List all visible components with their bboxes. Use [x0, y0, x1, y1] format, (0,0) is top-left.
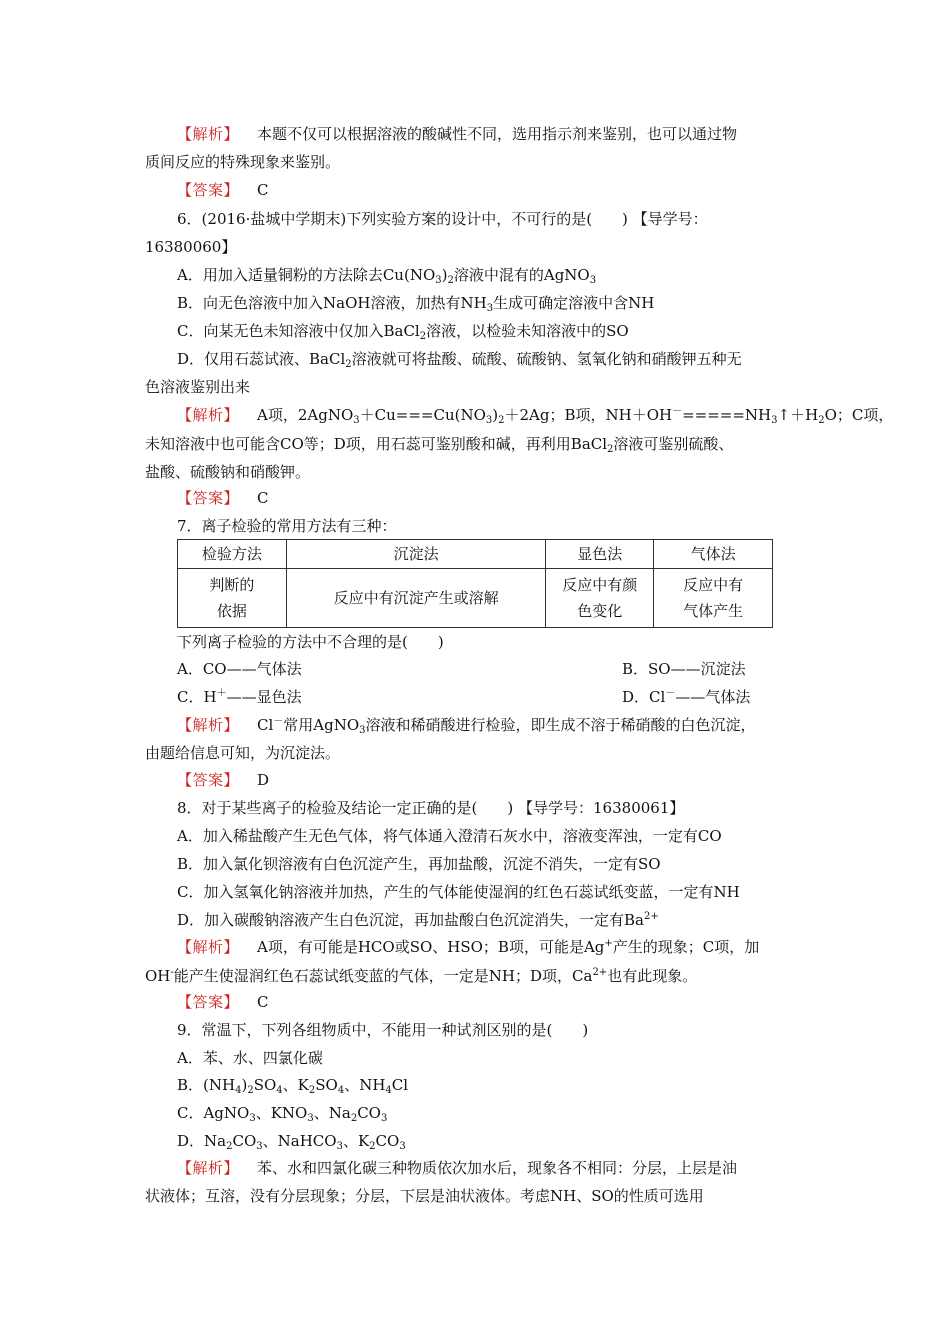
q8-stem: 8．对于某些离子的检验及结论一定正确的是( ) 【导学号：16380061】 [177, 799, 685, 817]
analysis-tag: 【解析】 [177, 406, 240, 424]
table-header-cell: 显色法 [546, 540, 654, 569]
analysis-tag: 【解析】 [177, 1159, 240, 1177]
table-header-cell: 沉淀法 [286, 540, 546, 569]
q9-option-a: A．苯、水、四氯化碳 [177, 1049, 323, 1067]
analysis-tag: 【解析】 [177, 938, 240, 956]
q9-option-b: B．$(NH_4)_2SO_4$、$K_2SO_4$、$NH_4Cl$ [177, 1076, 409, 1096]
answer-value: C [257, 181, 269, 199]
q9-stem: 9．常温下，下列各组物质中，不能用一种试剂区别的是( ) [177, 1021, 589, 1039]
q8-option-a: A．加入稀盐酸产生无色气体，将气体通入澄清石灰水中，溶液变浑浊，一定有CO [177, 827, 722, 845]
analysis-tag: 【解析】 [177, 716, 240, 734]
q7-stem: 7．离子检验的常用方法有三种： [177, 517, 397, 535]
table-cell: 反应中有沉淀产生或溶解 [286, 569, 546, 628]
table-cell: 判断的 依据 [178, 569, 287, 628]
q7-question: 下列离子检验的方法中不合理的是( ) [177, 633, 444, 651]
q7-analysis-line-2: 由题给信息可知，为沉淀法。 [145, 744, 341, 762]
q6-analysis-line: 【解析】 A项，$2AgNO_3+Cu===Cu(NO_3)_2+2Ag$；B项，$NH+OH^-=====NH_3↑+H_2O$；C项， [177, 406, 894, 426]
q9-option-c: C．AgNO$_3$、$KNO_3$、$Na_2CO_3$ [177, 1104, 388, 1124]
q7-answer-line [177, 770, 837, 790]
q6-option-d-2: 色溶液鉴别出来 [145, 378, 251, 396]
q7-analysis-line: 【解析】 Cl－常用AgNO$_3$溶液和稀硝酸进行检验，即生成不溶于稀硝酸的白色沉淀， [177, 716, 756, 736]
q8-analysis-line-2: OH-能产生使湿润红色石蕊试纸变蓝的气体，一定是NH；D项，$Ca^{2+}$也有此现象。 [145, 967, 698, 985]
q6-option-a: A．用加入适量铜粉的方法除去$Cu(NO_3)_2$溶液中混有的AgNO$_3$ [177, 266, 597, 286]
q6-analysis-line-2: 未知溶液中也可能含CO等；D项，用石蕊可鉴别酸和碱，再利用BaCl$_2$溶液可鉴别硫酸、 [145, 435, 734, 455]
q6-analysis-line-3: 盐酸、硫酸钠和硝酸钾。 [145, 463, 311, 481]
q8-option-c: C．加入氢氧化钠溶液并加热，产生的气体能使湿润的红色石蕊试纸变蓝，一定有NH [177, 883, 740, 901]
q9-analysis-line-2: 状液体；互溶，没有分层现象；分层，下层是油状液体。考虑NH、SO的性质可选用 [145, 1187, 704, 1205]
q7-option-b: B．SO——沉淀法 [622, 660, 746, 678]
q5-analysis-line-2: 质间反应的特殊现象来鉴别。 [145, 153, 341, 171]
answer-value: D [257, 771, 270, 789]
q8-answer-line [177, 992, 837, 1012]
q7-option-c: C．H＋——显色法 [177, 688, 302, 706]
analysis-text: 本题不仅可以根据溶液的酸碱性不同，选用指示剂来鉴别，也可以通过物 [257, 125, 738, 143]
answer-value: C [257, 993, 269, 1011]
answer-tag: 【答案】 [177, 489, 240, 507]
q5-analysis-line [177, 124, 837, 144]
q7-options-row-1 [177, 659, 837, 679]
table-header-cell: 气体法 [654, 540, 773, 569]
q6-stem: 6．(2016·盐城中学期末)下列实验方案的设计中，不可行的是( ) 【导学号： [177, 210, 708, 228]
q8-option-d: D．加入碳酸钠溶液产生白色沉淀，再加盐酸白色沉淀消失，一定有$Ba^{2+}$ [177, 911, 659, 929]
answer-tag: 【答案】 [177, 993, 240, 1011]
q6-answer-line [177, 488, 837, 508]
q7-option-a: A．CO——气体法 [177, 660, 302, 678]
q6-option-b: B．向无色溶液中加入NaOH溶液，加热有$NH_3$生成可确定溶液中含NH [177, 294, 655, 314]
table-row [178, 569, 773, 628]
q9-option-d: D．$Na_2CO_3$、NaHCO$_3$、$K_2CO_3$ [177, 1132, 406, 1152]
table-cell: 反应中有 气体产生 [654, 569, 773, 628]
answer-tag: 【答案】 [177, 181, 240, 199]
answer-value: C [257, 489, 269, 507]
q5-answer-line [177, 180, 837, 200]
q6-option-c: C．向某无色未知溶液中仅加入BaCl$_2$溶液，以检验未知溶液中的SO [177, 322, 629, 342]
q8-option-b: B．加入氯化钡溶液有白色沉淀产生，再加盐酸，沉淀不消失，一定有SO [177, 855, 661, 873]
analysis-tag: 【解析】 [177, 125, 240, 143]
q6-stem-2: 16380060】 [145, 238, 237, 256]
q8-analysis-line: 【解析】 A项，有可能是HCO或SO、HSO；B项，可能是Ag+产生的现象；C项，加 [177, 938, 760, 956]
table-header-row [178, 540, 773, 569]
answer-tag: 【答案】 [177, 771, 240, 789]
table-cell: 反应中有颜 色变化 [546, 569, 654, 628]
q6-option-d: D．仅用石蕊试液、BaCl$_2$溶液就可将盐酸、硫酸、硫酸钠、氢氧化钠和硝酸钾五种无 [177, 350, 742, 370]
q9-analysis-line: 【解析】 苯、水和四氯化碳三种物质依次加水后，现象各不相同：分层，上层是油 [177, 1159, 738, 1177]
q7-options-row-2 [177, 687, 837, 707]
ion-test-methods-table [177, 539, 773, 628]
q7-option-d: D．Cl－——气体法 [622, 688, 751, 706]
table-header-cell: 检验方法 [178, 540, 287, 569]
